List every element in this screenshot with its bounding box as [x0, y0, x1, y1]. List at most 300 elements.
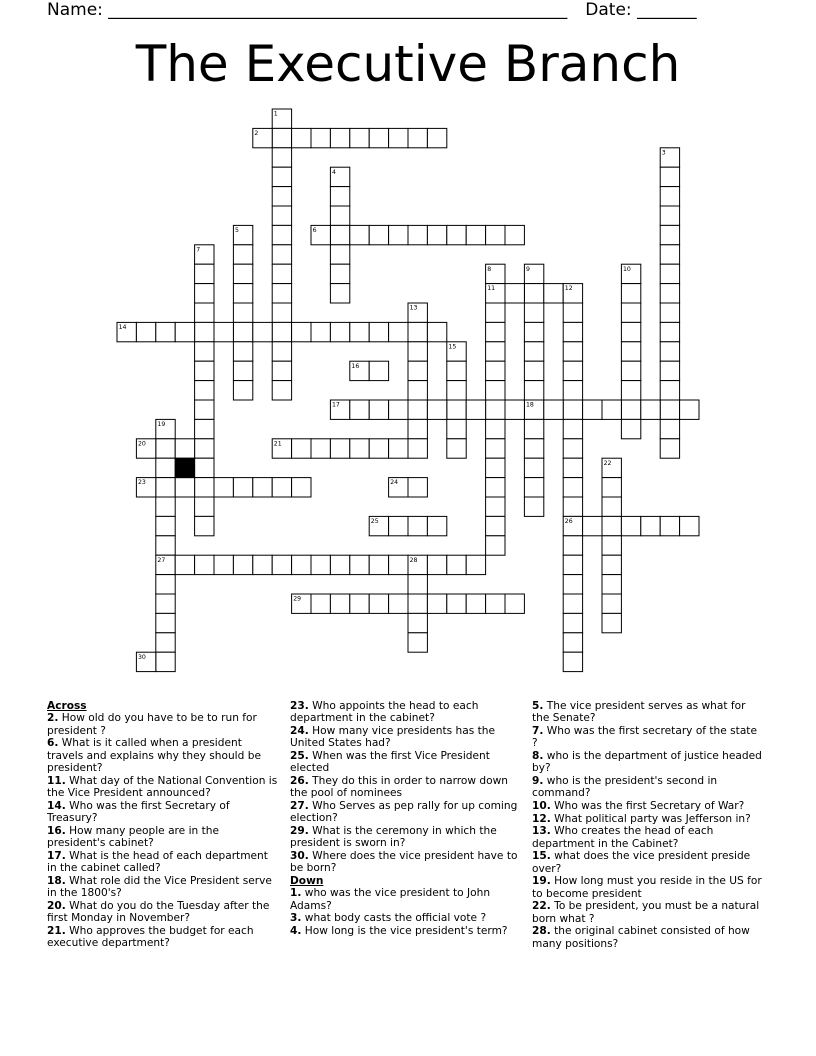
grid-cell[interactable] [641, 516, 660, 535]
grid-cell[interactable] [486, 361, 505, 380]
grid-cell[interactable] [330, 284, 349, 303]
grid-cell[interactable] [311, 594, 330, 613]
grid-cell[interactable] [563, 342, 582, 361]
grid-cell[interactable] [583, 400, 602, 419]
grid-cell[interactable] [389, 555, 408, 574]
grid-cell[interactable] [369, 400, 388, 419]
grid-cell[interactable] [563, 594, 582, 613]
clue-16 [47, 825, 279, 850]
grid-cell[interactable] [233, 303, 252, 322]
clue-14 [47, 800, 279, 825]
grid-cell[interactable] [660, 439, 679, 458]
grid-cell[interactable] [292, 322, 311, 341]
grid-cell[interactable] [350, 225, 369, 244]
grid-cell[interactable] [330, 128, 349, 147]
grid-cell[interactable] [660, 400, 679, 419]
grid-cell[interactable] [660, 381, 679, 400]
grid-cell[interactable] [486, 458, 505, 477]
grid-cell[interactable] [505, 400, 524, 419]
grid-cell[interactable] [233, 245, 252, 264]
cell-number: 29 [293, 595, 302, 603]
grid-cell[interactable] [563, 303, 582, 322]
grid-cell[interactable] [621, 342, 640, 361]
grid-cell[interactable] [563, 419, 582, 438]
grid-cell[interactable] [524, 284, 543, 303]
grid-cell[interactable] [563, 652, 582, 671]
grid-cell[interactable] [486, 536, 505, 555]
grid-cell[interactable] [447, 594, 466, 613]
clue-28 [532, 925, 764, 950]
grid-cell[interactable] [156, 322, 175, 341]
grid-cell[interactable] [427, 400, 446, 419]
grid-cell[interactable] [330, 264, 349, 283]
date-line[interactable]: _______ [637, 0, 697, 20]
clue-number: 8. [532, 750, 544, 762]
grid-cell[interactable] [195, 419, 214, 438]
grid-cell[interactable] [408, 633, 427, 652]
grid-cell[interactable] [621, 516, 640, 535]
clue-text: To be president, you must be a natural born what ? [532, 900, 760, 925]
grid-cell[interactable] [136, 322, 155, 341]
grid-cell[interactable] [156, 536, 175, 555]
clue-number: 13. [532, 825, 551, 838]
clue-number: 3. [290, 912, 302, 925]
grid-cell[interactable] [195, 555, 214, 574]
grid-cell[interactable] [195, 303, 214, 322]
grid-cell[interactable] [369, 225, 388, 244]
grid-cell[interactable] [486, 381, 505, 400]
grid-cell[interactable] [272, 187, 291, 206]
grid-cell[interactable] [408, 128, 427, 147]
clue-9 [532, 775, 764, 800]
grid-cell[interactable] [427, 225, 446, 244]
grid-cell[interactable] [195, 342, 214, 361]
cell-number: 18 [526, 401, 534, 409]
clue-text: When was the first Vice President elected [290, 750, 490, 775]
clue-text: What role did the Vice President serve in the 1800's? [47, 874, 272, 900]
grid-cell[interactable] [408, 361, 427, 380]
grid-cell[interactable] [272, 342, 291, 361]
grid-cell[interactable] [621, 322, 640, 341]
grid-cell[interactable] [389, 594, 408, 613]
grid-cell[interactable] [156, 594, 175, 613]
cell-number: 24 [390, 479, 399, 487]
grid-cell[interactable] [486, 225, 505, 244]
grid-cell[interactable] [156, 633, 175, 652]
grid-cell[interactable] [233, 361, 252, 380]
grid-cell[interactable] [505, 225, 524, 244]
clue-text: What political party was Jefferson in? [550, 812, 751, 825]
grid-cell[interactable] [563, 381, 582, 400]
grid-cell[interactable] [408, 575, 427, 594]
grid-cell[interactable] [195, 439, 214, 458]
clue-2 [47, 712, 279, 737]
clue-number: 28. [532, 925, 551, 938]
grid-cell[interactable] [292, 555, 311, 574]
grid-cell[interactable] [156, 439, 175, 458]
clue-text: How long is the vice president's term? [301, 925, 508, 937]
grid-cell[interactable] [660, 264, 679, 283]
grid-cell[interactable] [272, 128, 291, 147]
grid-cell[interactable] [486, 516, 505, 535]
black-cell [175, 458, 194, 477]
grid-cell[interactable] [621, 284, 640, 303]
grid-cell[interactable] [330, 245, 349, 264]
grid-cell[interactable] [524, 419, 543, 438]
grid-cell[interactable] [660, 206, 679, 225]
grid-cell[interactable] [330, 206, 349, 225]
clue-number: 26. [290, 775, 309, 787]
grid-cell[interactable] [660, 342, 679, 361]
grid-cell[interactable] [602, 536, 621, 555]
grid-cell[interactable] [311, 555, 330, 574]
clue-22 [532, 900, 764, 925]
clue-11 [47, 775, 279, 800]
grid-cell[interactable] [214, 555, 233, 574]
clue-number: 11. [47, 774, 66, 787]
grid-cell[interactable] [330, 322, 349, 341]
grid-cell[interactable] [563, 575, 582, 594]
cell-number: 20 [138, 440, 146, 448]
grid-cell[interactable] [524, 342, 543, 361]
grid-cell[interactable] [195, 381, 214, 400]
grid-cell[interactable] [272, 381, 291, 400]
grid-cell[interactable] [621, 361, 640, 380]
grid-cell[interactable] [175, 322, 194, 341]
grid-cell[interactable] [389, 516, 408, 535]
grid-cell[interactable] [330, 439, 349, 458]
grid-cell[interactable] [156, 575, 175, 594]
grid-cell[interactable] [389, 322, 408, 341]
grid-cell[interactable] [447, 419, 466, 438]
grid-cell[interactable] [175, 555, 194, 574]
grid-cell[interactable] [660, 284, 679, 303]
grid-cell[interactable] [524, 322, 543, 341]
grid-cell[interactable] [524, 361, 543, 380]
clue-12 [532, 813, 764, 825]
grid-cell[interactable] [389, 225, 408, 244]
grid-cell[interactable] [233, 381, 252, 400]
grid-cell[interactable] [389, 128, 408, 147]
clue-text: Who was the first secretary of the state ? [532, 725, 757, 750]
grid-cell[interactable] [156, 613, 175, 632]
grid-cell[interactable] [544, 284, 563, 303]
date-label: Date: [585, 0, 638, 20]
clue-text: How long must you reside in the US for to become president [532, 875, 762, 900]
clue-15 [532, 850, 764, 875]
grid-cell[interactable] [447, 381, 466, 400]
grid-cell[interactable] [156, 458, 175, 477]
clue-text: what does the vice president preside over? [532, 850, 751, 875]
clue-number: 19. [532, 875, 551, 888]
clue-text: Who creates the head of each department in the Cabinet? [532, 825, 714, 850]
grid-cell[interactable] [272, 284, 291, 303]
grid-cell[interactable] [195, 264, 214, 283]
clue-number: 17. [47, 849, 66, 862]
grid-cell[interactable] [408, 594, 427, 613]
grid-cell[interactable] [447, 225, 466, 244]
grid-cell[interactable] [563, 322, 582, 341]
clue-number: 5. [532, 700, 544, 712]
grid-cell[interactable] [350, 128, 369, 147]
grid-cell[interactable] [447, 361, 466, 380]
name-line[interactable]: ______________________________________________________ [108, 0, 568, 20]
grid-cell[interactable] [272, 478, 291, 497]
grid-cell[interactable] [214, 478, 233, 497]
grid-cell[interactable] [175, 478, 194, 497]
grid-cell[interactable] [272, 264, 291, 283]
grid-cell[interactable] [195, 361, 214, 380]
clue-21 [47, 925, 279, 950]
grid-cell[interactable] [272, 206, 291, 225]
grid-cell[interactable] [408, 516, 427, 535]
grid-cell[interactable] [272, 245, 291, 264]
cell-number: 15 [448, 343, 457, 351]
grid-cell[interactable] [350, 439, 369, 458]
grid-cell[interactable] [466, 400, 485, 419]
grid-cell[interactable] [408, 478, 427, 497]
grid-cell[interactable] [427, 322, 446, 341]
grid-cell[interactable] [486, 439, 505, 458]
grid-cell[interactable] [427, 594, 446, 613]
grid-cell[interactable] [195, 497, 214, 516]
grid-cell[interactable] [447, 555, 466, 574]
clue-number: 20. [47, 899, 66, 912]
grid-cell[interactable] [621, 419, 640, 438]
grid-cell[interactable] [544, 400, 563, 419]
grid-cell[interactable] [524, 439, 543, 458]
grid-cell[interactable] [660, 361, 679, 380]
grid-cell[interactable] [660, 187, 679, 206]
grid-cell[interactable] [233, 322, 252, 341]
grid-cell[interactable] [156, 652, 175, 671]
grid-cell[interactable] [524, 497, 543, 516]
grid-cell[interactable] [408, 613, 427, 632]
grid-cell[interactable] [563, 361, 582, 380]
grid-cell[interactable] [369, 439, 388, 458]
grid-cell[interactable] [602, 478, 621, 497]
grid-cell[interactable] [195, 516, 214, 535]
grid-cell[interactable] [524, 478, 543, 497]
grid-cell[interactable] [486, 497, 505, 516]
grid-cell[interactable] [330, 187, 349, 206]
grid-cell[interactable] [505, 594, 524, 613]
grid-cell[interactable] [330, 594, 349, 613]
grid-cell[interactable] [369, 594, 388, 613]
clue-number: 27. [290, 800, 309, 812]
grid-cell[interactable] [272, 322, 291, 341]
grid-cell[interactable] [408, 439, 427, 458]
grid-cell[interactable] [369, 128, 388, 147]
grid-cell[interactable] [292, 478, 311, 497]
grid-cell[interactable] [272, 148, 291, 167]
grid-cell[interactable] [621, 381, 640, 400]
cell-number: 27 [157, 556, 166, 564]
grid-cell[interactable] [563, 497, 582, 516]
clue-text: Who approves the budget for each executive department? [47, 924, 254, 950]
grid-cell[interactable] [660, 167, 679, 186]
grid-cell[interactable] [408, 342, 427, 361]
grid-cell[interactable] [466, 594, 485, 613]
grid-cell[interactable] [427, 516, 446, 535]
grid-cell[interactable] [427, 128, 446, 147]
clue-number: 6. [47, 737, 59, 750]
grid-cell[interactable] [583, 516, 602, 535]
cell-number: 9 [526, 265, 530, 273]
clue-text: Where does the vice president have to be born? [290, 850, 518, 875]
grid-cell[interactable] [408, 400, 427, 419]
grid-cell[interactable] [156, 497, 175, 516]
grid-cell[interactable] [563, 633, 582, 652]
grid-cell[interactable] [563, 478, 582, 497]
grid-cell[interactable] [466, 225, 485, 244]
cell-number: 25 [370, 518, 379, 525]
grid-cell[interactable] [369, 555, 388, 574]
grid-cell[interactable] [233, 264, 252, 283]
grid-cell[interactable] [272, 225, 291, 244]
cell-number: 17 [332, 401, 340, 409]
cell-number: 23 [138, 479, 146, 487]
grid-cell[interactable] [680, 516, 699, 535]
grid-cell[interactable] [214, 322, 233, 341]
cell-number: 11 [487, 285, 496, 293]
grid-cell[interactable] [233, 555, 252, 574]
grid-cell[interactable] [524, 458, 543, 477]
grid-cell[interactable] [195, 284, 214, 303]
grid-cell[interactable] [660, 516, 679, 535]
clue-number: 16. [47, 824, 66, 837]
grid-cell[interactable] [350, 400, 369, 419]
grid-cell[interactable] [253, 478, 272, 497]
grid-cell[interactable] [408, 225, 427, 244]
clue-number: 10. [532, 800, 551, 812]
cell-number: 3 [661, 149, 666, 157]
grid-cell[interactable] [272, 167, 291, 186]
grid-cell[interactable] [660, 419, 679, 438]
cell-number: 28 [409, 556, 418, 564]
grid-cell[interactable] [563, 458, 582, 477]
grid-cell[interactable] [195, 478, 214, 497]
grid-cell[interactable] [272, 361, 291, 380]
grid-cell[interactable] [389, 400, 408, 419]
clue-7 [532, 725, 764, 750]
grid-cell[interactable] [253, 322, 272, 341]
grid-cell[interactable] [156, 478, 175, 497]
grid-cell[interactable] [466, 555, 485, 574]
grid-cell[interactable] [621, 303, 640, 322]
grid-cell[interactable] [233, 284, 252, 303]
grid-cell[interactable] [272, 555, 291, 574]
grid-cell[interactable] [660, 225, 679, 244]
cell-number: 10 [623, 265, 631, 273]
grid-cell[interactable] [505, 284, 524, 303]
grid-cell[interactable] [524, 381, 543, 400]
grid-cell[interactable] [524, 303, 543, 322]
clue-text: who is the department of justice headed by? [532, 750, 762, 775]
grid-cell[interactable] [563, 439, 582, 458]
grid-cell[interactable] [602, 516, 621, 535]
clues-column-3 [532, 700, 764, 950]
grid-cell[interactable] [621, 400, 640, 419]
grid-cell[interactable] [369, 361, 388, 380]
grid-cell[interactable] [486, 322, 505, 341]
grid-cell[interactable] [175, 439, 194, 458]
grid-cell[interactable] [389, 439, 408, 458]
grid-cell[interactable] [350, 594, 369, 613]
grid-cell[interactable] [292, 128, 311, 147]
grid-cell[interactable] [311, 439, 330, 458]
grid-cell[interactable] [602, 575, 621, 594]
grid-cell[interactable] [311, 128, 330, 147]
grid-cell[interactable] [408, 322, 427, 341]
clue-6 [47, 737, 279, 774]
grid-cell[interactable] [330, 225, 349, 244]
clue-8 [532, 750, 764, 775]
clues-column-2 [290, 700, 522, 938]
grid-cell[interactable] [563, 613, 582, 632]
clue-29 [290, 825, 522, 850]
clue-number: 14. [47, 799, 66, 812]
grid-cell[interactable] [563, 555, 582, 574]
clue-27 [290, 800, 522, 825]
grid-cell[interactable] [292, 439, 311, 458]
grid-cell[interactable] [447, 400, 466, 419]
clue-text: the original cabinet consisted of how many positions? [532, 925, 750, 950]
grid-cell[interactable] [486, 478, 505, 497]
grid-cell[interactable] [602, 497, 621, 516]
grid-cell[interactable] [486, 594, 505, 613]
grid-cell[interactable] [272, 303, 291, 322]
grid-cell[interactable] [447, 439, 466, 458]
grid-cell[interactable] [563, 536, 582, 555]
grid-cell[interactable] [253, 555, 272, 574]
grid-cell[interactable] [350, 322, 369, 341]
grid-cell[interactable] [233, 478, 252, 497]
clue-text: What is the head of each department in the cabinet called? [47, 849, 268, 875]
cell-number: 6 [312, 227, 317, 234]
grid-cell[interactable] [641, 400, 660, 419]
grid-cell[interactable] [330, 555, 349, 574]
grid-cell[interactable] [602, 594, 621, 613]
grid-cell[interactable] [602, 613, 621, 632]
cell-number: 12 [564, 285, 573, 293]
grid-cell[interactable] [195, 400, 214, 419]
grid-cell[interactable] [233, 342, 252, 361]
grid-cell[interactable] [486, 303, 505, 322]
grid-cell[interactable] [156, 516, 175, 535]
grid-cell[interactable] [486, 342, 505, 361]
grid-cell[interactable] [680, 400, 699, 419]
grid-cell[interactable] [486, 400, 505, 419]
grid-cell[interactable] [408, 419, 427, 438]
grid-cell[interactable] [660, 322, 679, 341]
grid-cell[interactable] [563, 400, 582, 419]
grid-cell[interactable] [427, 555, 446, 574]
grid-cell[interactable] [408, 381, 427, 400]
grid-cell[interactable] [350, 555, 369, 574]
grid-cell[interactable] [660, 245, 679, 264]
grid-cell[interactable] [369, 322, 388, 341]
grid-cell[interactable] [311, 322, 330, 341]
clue-10 [532, 800, 764, 812]
grid-cell[interactable] [195, 458, 214, 477]
clue-text: How many people are in the president's cabinet? [47, 824, 219, 850]
grid-cell[interactable] [602, 400, 621, 419]
grid-cell[interactable] [602, 555, 621, 574]
grid-cell[interactable] [195, 322, 214, 341]
grid-cell[interactable] [486, 419, 505, 438]
grid-cell[interactable] [660, 303, 679, 322]
